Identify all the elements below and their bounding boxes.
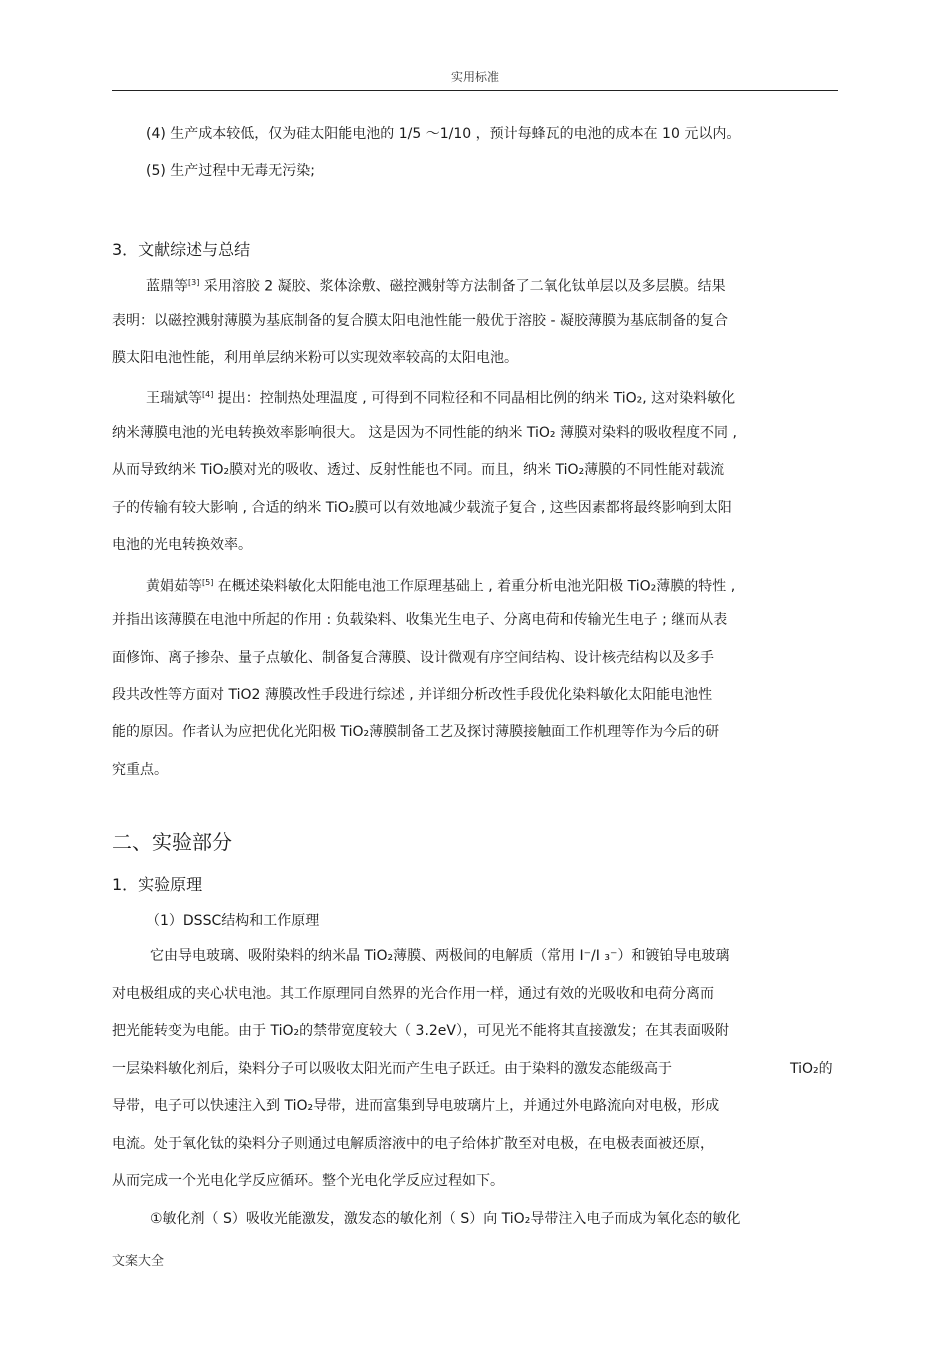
paragraph-2-line-4: 子的传输有较大影响 , 合适的纳米 TiO₂膜可以有效地减少载流子复合 , 这些因素都将最终影响到太阳: [112, 500, 732, 516]
paragraph-1-line-3: 膜太阳电池性能，利用单层纳米粉可以实现效率较高的太阳电池。: [112, 350, 518, 366]
paragraph-2-line-5: 电池的光电转换效率。: [112, 537, 252, 553]
page-header: 实用标准: [450, 70, 499, 84]
paragraph-3-text: 在概述染料敏化太阳能电池工作原理基础上 , 着重分析电池光阳极 TiO₂薄膜的特性 ,: [217, 578, 736, 595]
paragraph-3-line-5: 能的原因。作者认为应把优化光阳极 TiO₂薄膜制备工艺及探讨薄膜接触面工作机理等作为今后的研: [112, 724, 720, 740]
principle-line-3: 把光能转变为电能。由于 TiO₂的禁带宽度较大（ 3.2eV），可见光不能将其直接激发；在其表面吸附: [112, 1023, 729, 1039]
citation-3: [3]: [188, 278, 200, 287]
author-lan: 蓝鼎等: [146, 278, 188, 295]
principle-line-8: ①敏化剂（ S）吸收光能激发，激发态的敏化剂（ S）向 TiO₂导带注入电子而成为氧化态的敏化: [150, 1211, 741, 1227]
paragraph-3-line-2: 并指出该薄膜在电池中所起的作用 : 负载染料、收集光生电子、分离电荷和传输光生电子 ; 继而从表: [112, 612, 728, 628]
page-footer: 文案大全: [112, 1254, 165, 1269]
part-2-heading: 二、实验部分: [112, 830, 232, 854]
subsection-1-1-heading: （1）DSSC结构和工作原理: [146, 913, 320, 929]
principle-line-2: 对电极组成的夹心状电池。其工作原理同自然界的光合作用一样，通过有效的光吸收和电荷分离而: [112, 986, 714, 1002]
paragraph-1-line-1: [146, 273, 726, 297]
paragraph-3-line-6: 究重点。: [112, 762, 168, 778]
paragraph-2-line-2: 纳米薄膜电池的光电转换效率影响很大。 这是因为不同性能的纳米 TiO₂ 薄膜对染料的吸收程度不同 ,: [112, 425, 737, 441]
section-3-heading: 3．文献综述与总结: [112, 240, 251, 259]
paragraph-3-line-4: 段共改性等方面对 TiO2 薄膜改性手段进行综述 , 并详细分析改性手段优化染料敏化太阳能电池性: [112, 687, 713, 703]
principle-line-5: 导带，电子可以快速注入到 TiO₂导带，进而富集到导电玻璃片上，并通过外电路流向对电极，形成: [112, 1098, 720, 1114]
list-item-5: (5) 生产过程中无毒无污染;: [146, 163, 315, 179]
paragraph-3-line-1: [146, 573, 735, 597]
paragraph-2-line-3: 从而导致纳米 TiO₂膜对光的吸收、透过、反射性能也不同。而且，纳米 TiO₂薄膜的不同性能对载流: [112, 462, 725, 478]
principle-line-1: 它由导电玻璃、吸附染料的纳米晶 TiO₂薄膜、两极间的电解质（常用 I⁻/I ₃⁻）和镀铂导电玻璃: [150, 948, 730, 964]
citation-4: [4]: [202, 390, 214, 399]
principle-line-4-tail: TiO₂的: [790, 1061, 833, 1077]
principle-line-4: 一层染料敏化剂后，染料分子可以吸收太阳光而产生电子跃迁。由于染料的激发态能级高于: [112, 1061, 672, 1077]
paragraph-1-text: 采用溶胶 2 凝胶、浆体涂敷、磁控溅射等方法制备了二氧化钛单层以及多层膜。结果: [203, 278, 726, 295]
list-item-4: (4) 生产成本较低，仅为硅太阳能电池的 1/5 ～1/10 ，预计每蜂瓦的电池的成本在 10 元以内。: [146, 126, 741, 142]
principle-line-7: 从而完成一个光电化学反应循环。整个光电化学反应过程如下。: [112, 1173, 504, 1189]
author-huang: 黄娟茹等: [146, 578, 202, 595]
author-wang: 王瑞斌等: [146, 390, 202, 407]
paragraph-1-line-2: 表明：以磁控溅射薄膜为基底制备的复合膜太阳电池性能一般优于溶胶 - 凝胶薄膜为基底制备的复合: [112, 313, 728, 329]
principle-line-6: 电流。处于氧化钛的染料分子则通过电解质溶液中的电子给体扩散至对电极，在电极表面被还原，: [112, 1136, 714, 1152]
paragraph-2-line-1: [146, 385, 735, 409]
header-rule: [112, 90, 838, 91]
citation-5: [5]: [202, 578, 214, 587]
subsection-1-heading: 1．实验原理: [112, 875, 203, 894]
paragraph-3-line-3: 面修饰、离子掺杂、量子点敏化、制备复合薄膜、设计微观有序空间结构、设计核壳结构以及多手: [112, 650, 714, 666]
paragraph-2-text: 提出：控制热处理温度 , 可得到不同粒径和不同晶相比例的纳米 TiO₂, 这对染料敏化: [217, 390, 736, 407]
